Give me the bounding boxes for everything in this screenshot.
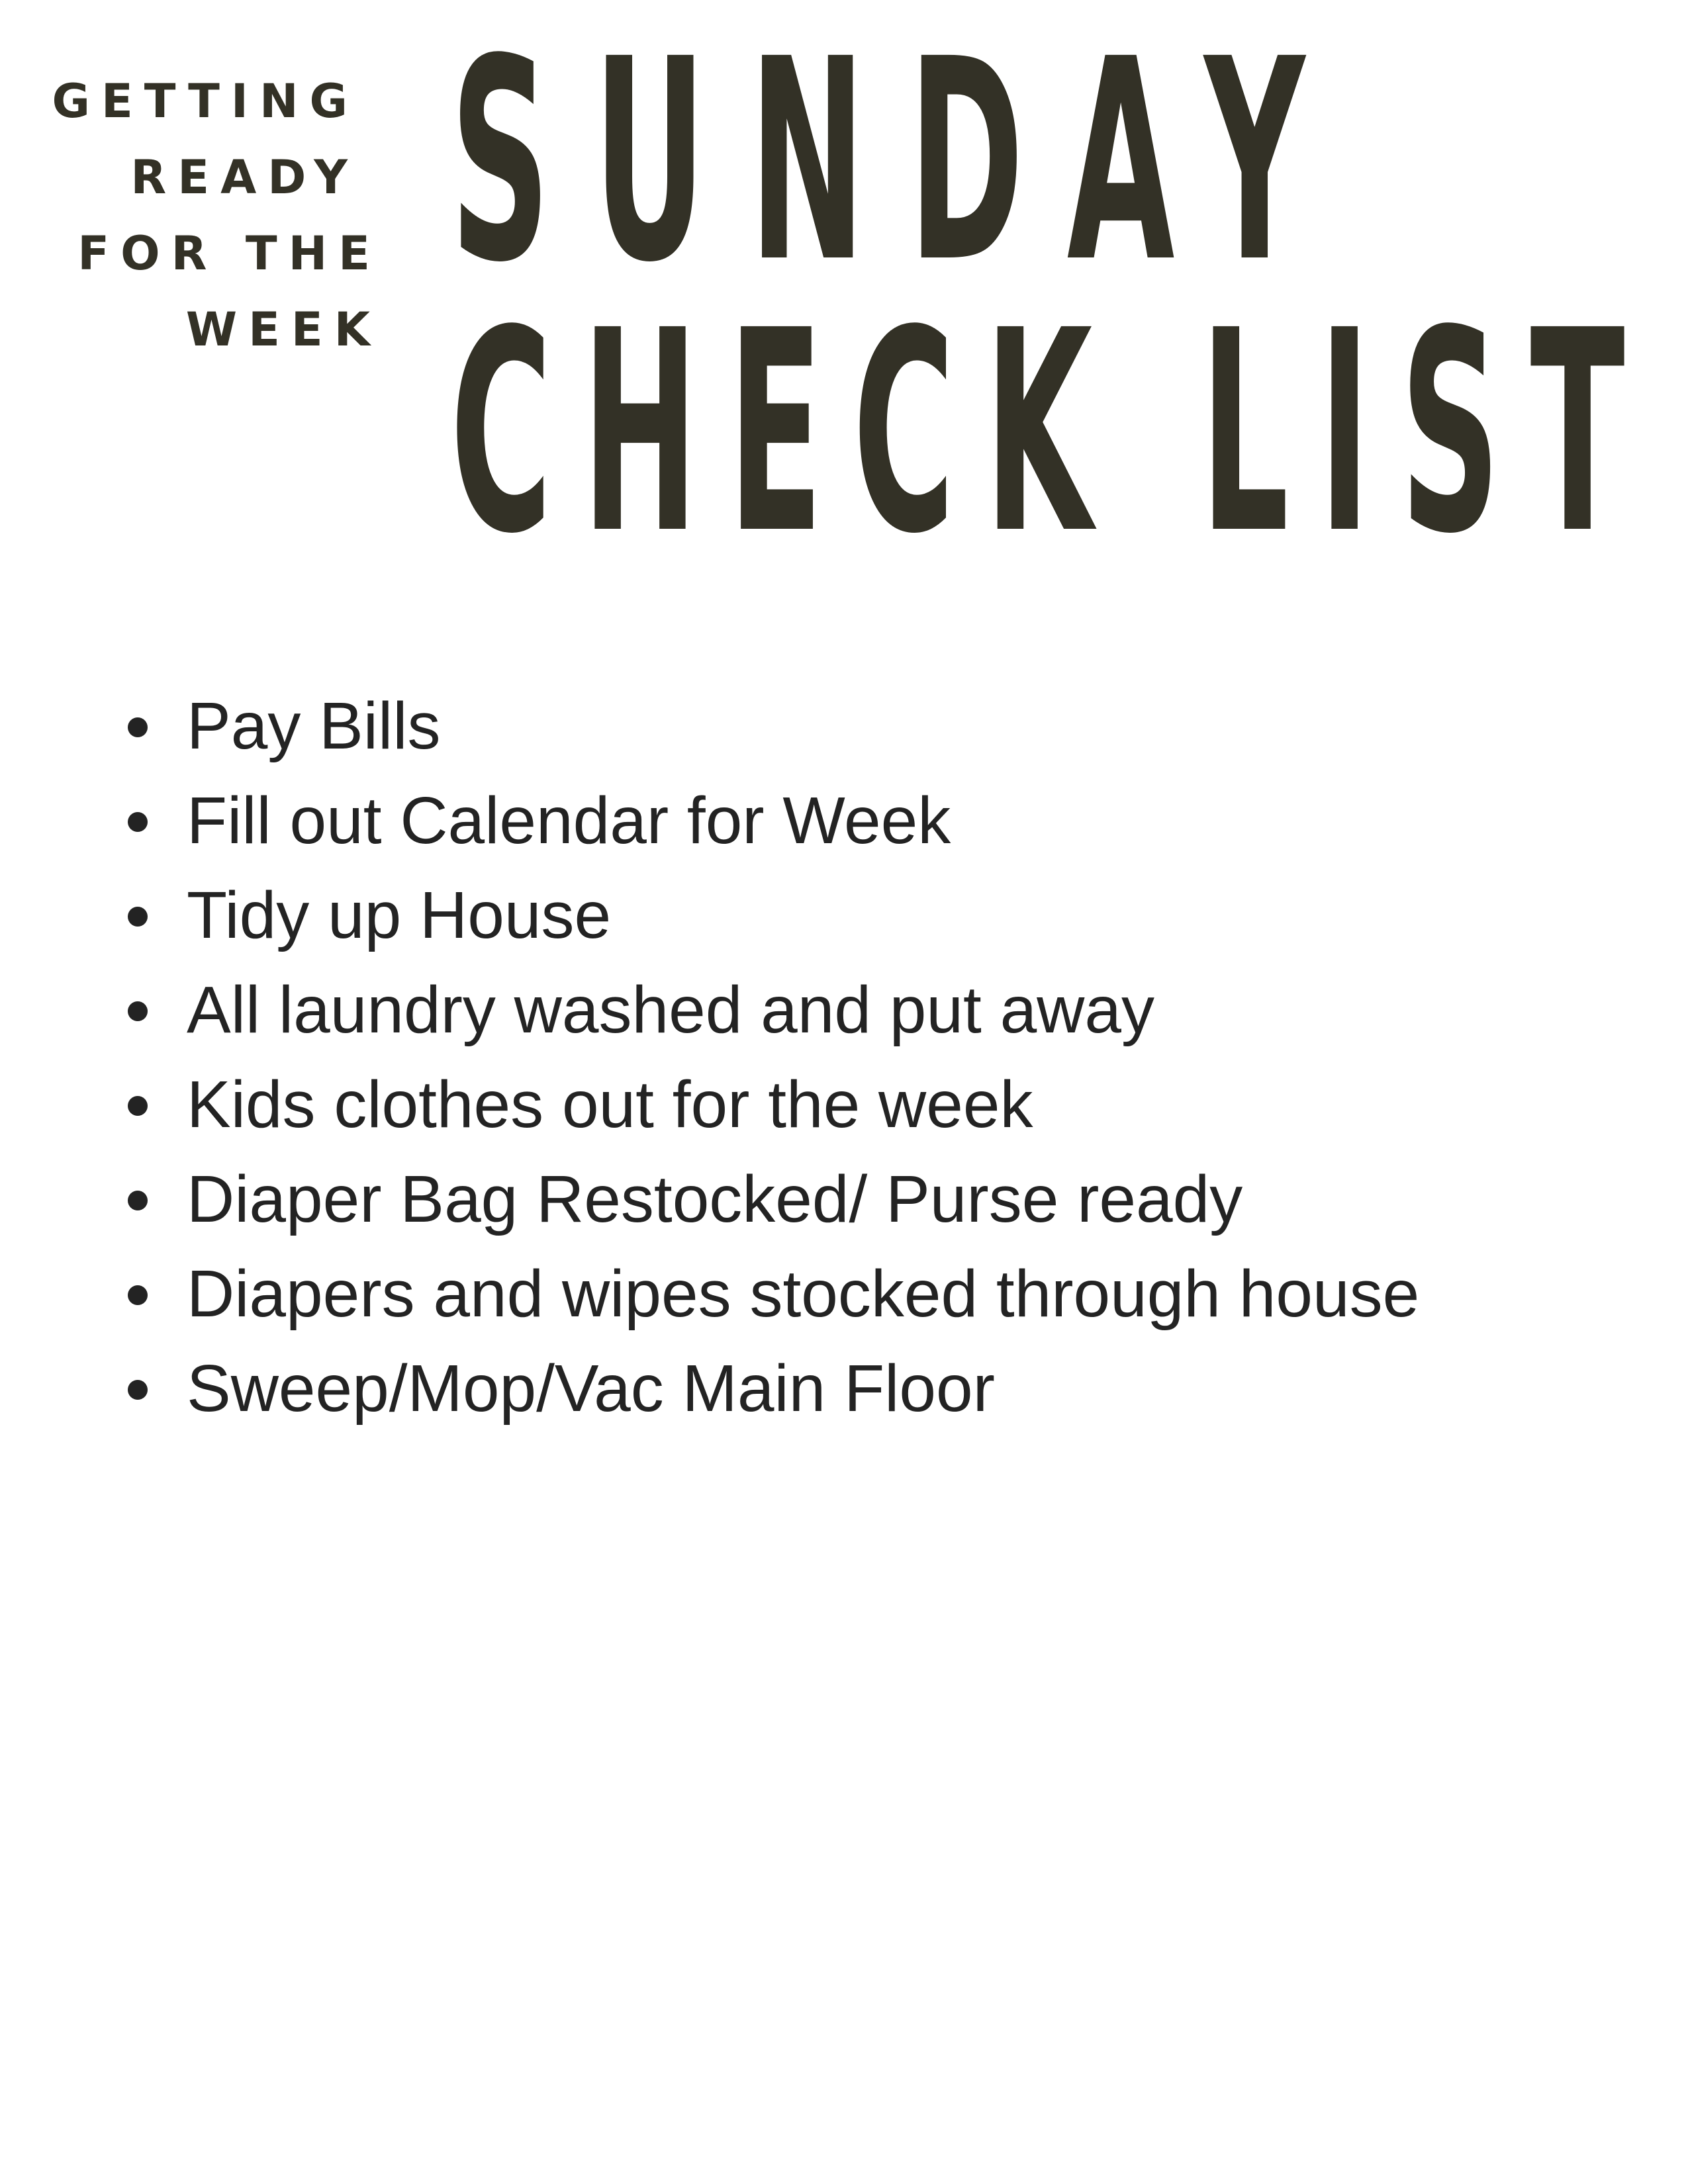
- subtitle-line-ready: READY: [130, 150, 359, 205]
- list-item: [113, 780, 1635, 874]
- list-item-label: Diapers and wipes stocked through house: [187, 1257, 1420, 1331]
- list-item-label: Fill out Calendar for Week: [187, 784, 951, 858]
- page-title: [450, 0, 1681, 595]
- bullet-icon: [128, 907, 148, 927]
- bullet-icon: [128, 1191, 148, 1210]
- subtitle-line-getting: GETTING: [52, 74, 359, 128]
- list-item: [113, 874, 1635, 969]
- bullet-icon: [128, 812, 148, 832]
- list-item-label: All laundry washed and put away: [187, 973, 1155, 1047]
- list-item: [113, 1158, 1635, 1253]
- subtitle-block: [0, 0, 397, 397]
- bullet-icon: [128, 1096, 148, 1116]
- bullet-icon: [128, 1380, 148, 1400]
- list-item: [113, 1347, 1635, 1442]
- list-item-label: Tidy up House: [187, 878, 612, 952]
- title-line-sunday: SUNDAY: [450, 0, 1348, 324]
- list-item-label: Sweep/Mop/Vac Main Floor: [187, 1351, 995, 1426]
- checklist: [113, 685, 1635, 1442]
- list-item: [113, 969, 1635, 1064]
- subtitle-line-for-the: FOR THE: [77, 226, 381, 281]
- title-line-check-list: CHECK LIST: [450, 271, 1655, 595]
- bullet-icon: [128, 717, 148, 737]
- list-item-label: Kids clothes out for the week: [187, 1068, 1033, 1142]
- subtitle-line-week: WEEK: [185, 302, 381, 357]
- bullet-icon: [128, 1001, 148, 1021]
- bullet-icon: [128, 1285, 148, 1305]
- list-item: [113, 1253, 1635, 1347]
- list-item: [113, 1064, 1635, 1158]
- list-item-label: Diaper Bag Restocked/ Purse ready: [187, 1162, 1243, 1236]
- list-item: [113, 685, 1635, 780]
- list-item-label: Pay Bills: [187, 689, 441, 763]
